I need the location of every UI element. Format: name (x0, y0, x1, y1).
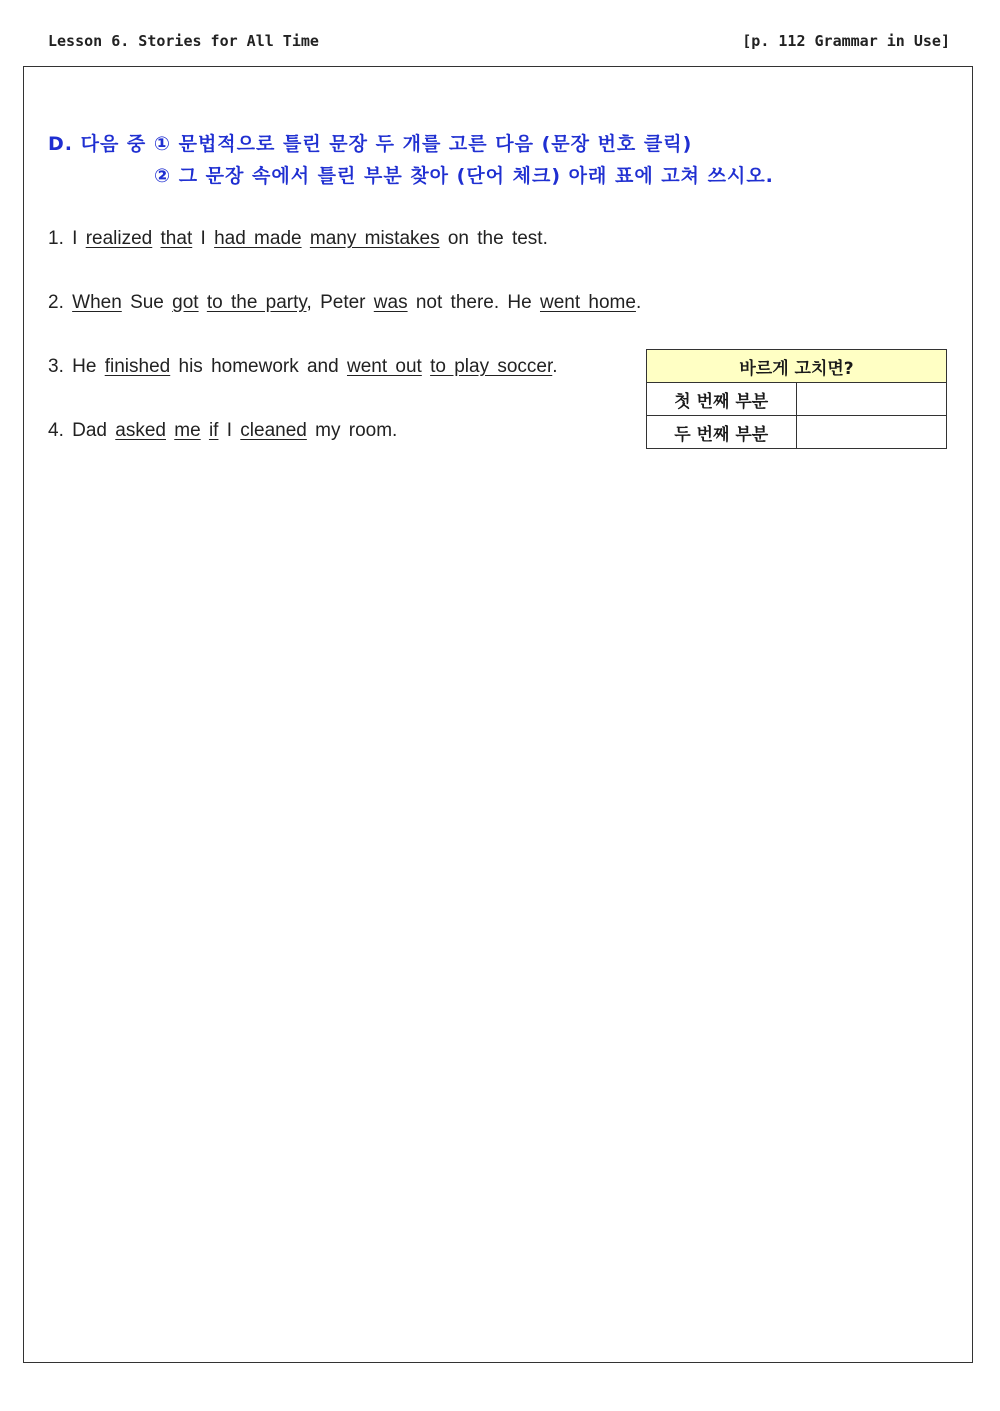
answer-table-header: 바르게 고치면? (647, 350, 947, 383)
page-reference: [p. 112 Grammar in Use] (742, 32, 950, 50)
underlined-word[interactable]: realized (85, 228, 153, 249)
sentence-number[interactable]: 3. (48, 356, 64, 377)
underlined-word[interactable]: went out (346, 356, 422, 377)
underlined-word[interactable]: went home (539, 292, 636, 313)
second-part-label: 두 번째 부분 (647, 416, 797, 449)
lesson-title: Lesson 6. Stories for All Time (48, 32, 319, 50)
sentence-4 (48, 420, 397, 442)
second-part-answer-field[interactable] (796, 416, 946, 449)
sentence-1 (48, 228, 548, 250)
sentence-number[interactable]: 4. (48, 420, 64, 441)
underlined-word[interactable]: was (373, 292, 408, 313)
underlined-word[interactable]: that (160, 228, 193, 249)
underlined-word[interactable]: if (208, 420, 219, 441)
underlined-word[interactable]: to play soccer (430, 356, 553, 377)
underlined-word[interactable]: got (172, 292, 199, 313)
sentence-text: I (200, 228, 206, 249)
sentence-text: I (72, 228, 78, 249)
underlined-word[interactable]: to the party (206, 292, 307, 313)
worksheet-frame (23, 66, 973, 1363)
underlined-word[interactable]: When (72, 292, 122, 313)
sentence-text: . (635, 292, 642, 313)
first-part-label: 첫 번째 부분 (647, 383, 797, 416)
underlined-word[interactable]: cleaned (240, 420, 307, 441)
sentence-text: Sue (130, 292, 164, 313)
instructions (48, 128, 774, 192)
sentence-number[interactable]: 1. (48, 228, 64, 249)
underlined-word[interactable]: me (174, 420, 201, 441)
instruction-line-1: D. 다음 중 ① 문법적으로 틀린 문장 두 개를 고른 다음 (문장 번호 클릭) (48, 133, 693, 155)
sentence-text: my room. (315, 420, 398, 441)
sentence-text: . (552, 356, 558, 377)
sentence-text: Dad (72, 420, 107, 441)
underlined-word[interactable]: many mistakes (309, 228, 440, 249)
sentence-text: not there. He (415, 292, 532, 313)
sentence-text: on the test. (447, 228, 548, 249)
sentence-text: I (226, 420, 233, 441)
underlined-word[interactable]: finished (104, 356, 171, 377)
first-part-answer-field[interactable] (796, 383, 946, 416)
sentence-text: He (72, 356, 97, 377)
underlined-word[interactable]: had made (214, 228, 302, 249)
instruction-line-2: ② 그 문장 속에서 틀린 부분 찾아 (단어 체크) 아래 표에 고쳐 쓰시오. (154, 165, 774, 187)
underlined-word[interactable]: asked (115, 420, 166, 441)
sentence-number[interactable]: 2. (48, 292, 64, 313)
sentence-2 (48, 292, 641, 314)
sentence-text: his homework and (178, 356, 339, 377)
sentence-text: , Peter (306, 292, 366, 313)
sentence-3 (48, 356, 558, 378)
answer-table (646, 349, 947, 449)
